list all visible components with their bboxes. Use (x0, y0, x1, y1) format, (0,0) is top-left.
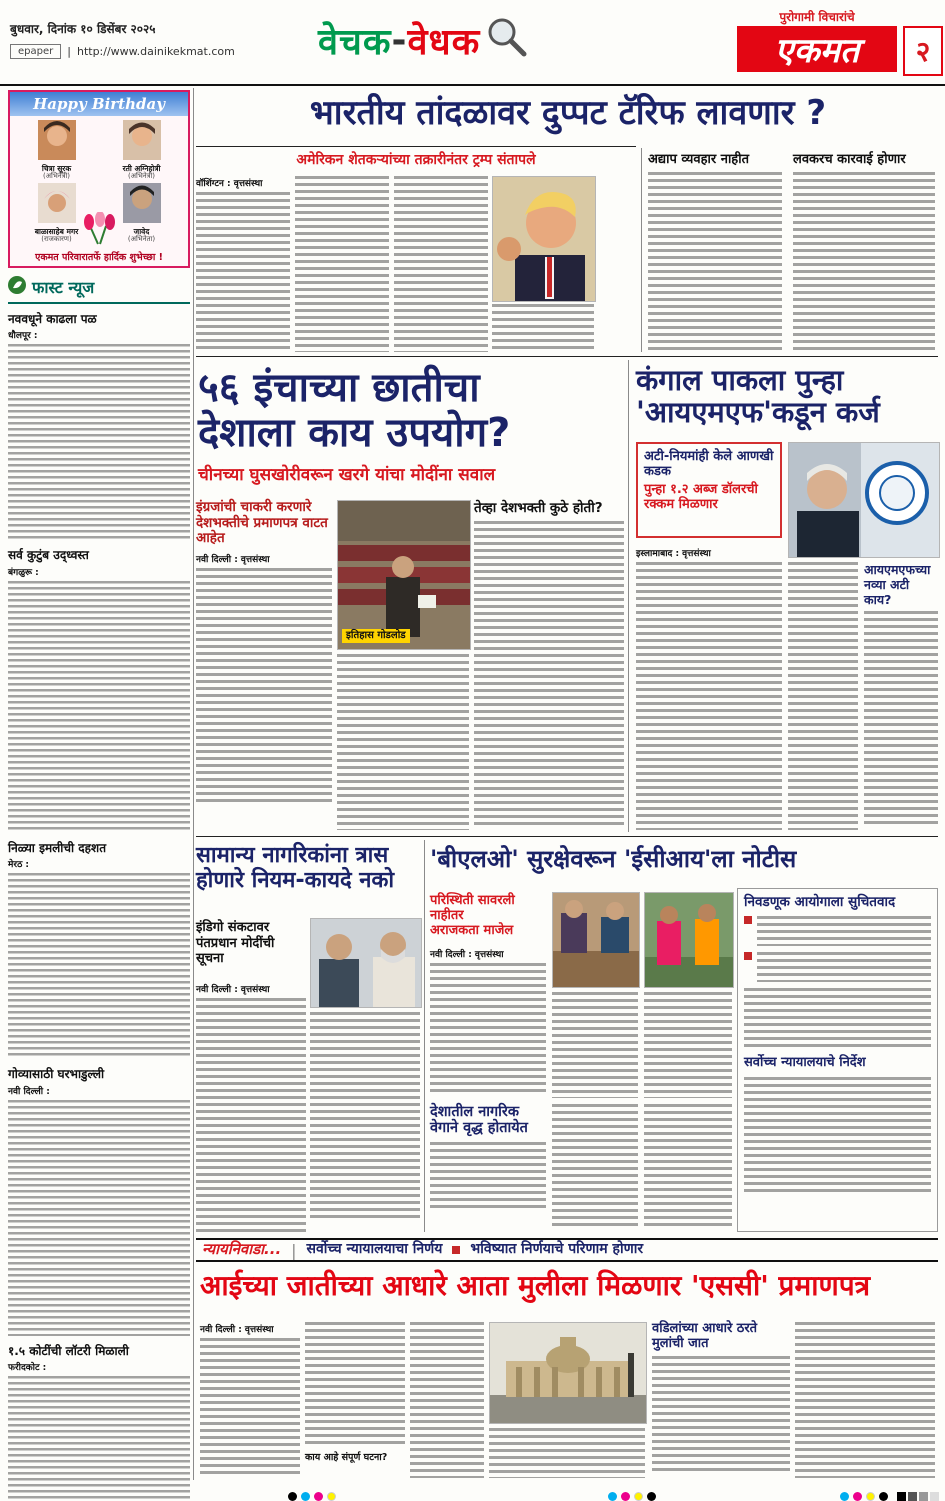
aging-subarticle (430, 1104, 546, 1208)
text-block (744, 1077, 931, 1195)
column-rule (641, 148, 642, 352)
text-block (196, 192, 290, 352)
article-column (196, 500, 332, 806)
dateline: बंगळुरू : (8, 567, 39, 578)
fast-news-headline: नववधूने काढला पळ (8, 312, 97, 326)
tariff-side-head-2: लवकरच कारवाई होणार (793, 152, 906, 167)
text-block (337, 654, 469, 830)
imf-box-line-2: पुन्हा १.२ अब्ज डॉलरची रक्कम मिळणार (644, 482, 758, 513)
leaf-icon (8, 276, 26, 298)
text-block (552, 992, 638, 1098)
ec-sub-head: सर्वोच्च न्यायालयाचे निर्देश (744, 1055, 866, 1071)
dateline: धौलपूर : (8, 331, 38, 342)
dateline: फरीदकोट : (8, 1362, 47, 1373)
text-block (305, 1322, 405, 1448)
strip-label: न्यायनिवाडा... (202, 1240, 282, 1259)
dateline: नवी दिल्ली : वृत्तसंस्था (196, 554, 270, 565)
article-column (864, 562, 938, 827)
birthday-person: चित्रा सूरक (अभिनेत्री) (16, 120, 97, 181)
bullet-square-icon (744, 916, 752, 924)
article-column (430, 894, 546, 1093)
fast-news-item[interactable] (8, 1067, 190, 1335)
birthday-box[interactable] (8, 90, 190, 268)
strip-mid: सर्वोच्च न्यायालयाचा निर्णय (306, 1241, 443, 1258)
parliament-photo[interactable] (337, 500, 471, 650)
magnifier-icon (484, 14, 528, 67)
article-column (652, 1322, 790, 1474)
text-block (295, 176, 389, 352)
cmyk-dots (288, 1486, 340, 1501)
text-block (648, 172, 782, 352)
text-block (430, 963, 546, 1093)
blo-office-photo[interactable] (552, 892, 640, 988)
text-block (196, 998, 306, 1234)
text-block (8, 873, 190, 1059)
text-block (652, 1356, 790, 1474)
tariff-side-head-1: अद्याप व्यवहार नाहीत (648, 152, 749, 167)
article-column (305, 1322, 405, 1463)
fast-news-section (8, 276, 190, 1501)
rules-subhead: इंडिगो संकटावर पंतप्रधान मोदींची सूचना (196, 920, 275, 967)
edition-date: बुधवार, दिनांक १० डिसेंबर २०२५ (10, 22, 156, 36)
portrait-photo (38, 145, 76, 164)
section-rule (196, 836, 938, 837)
blo-headline[interactable]: 'बीएलओ' सुरक्षेवरून 'ईसीआय'ला नोटीस (430, 845, 797, 873)
logo-part-2: वेधक (407, 22, 481, 63)
imf-highlight-box (636, 442, 782, 538)
text-block (636, 562, 782, 830)
logo-part-1: वेचक (318, 22, 392, 63)
text-block (795, 1322, 935, 1478)
judgement-strip (196, 1238, 938, 1262)
ec-box-head: निवडणूक आयोगाला सुचितवाद (744, 894, 896, 910)
fast-news-headline: सर्व कुटुंब उद्ध्वस्त (8, 548, 89, 563)
headline-line: ५६ इंचाच्या छातीचा (198, 365, 480, 411)
fast-news-headline: गोव्यासाठी घरभाडुल्ली (8, 1067, 105, 1082)
fast-news-item[interactable] (8, 548, 190, 832)
sc-inline-head: काय आहे संपूर्ण घटना? (305, 1452, 388, 1463)
text-block (644, 1104, 732, 1230)
portrait-photo (123, 145, 161, 164)
fast-news-title: फास्ट न्यूज (32, 278, 95, 297)
dateline: नवी दिल्ली : (8, 1086, 50, 1097)
sc-headline[interactable]: आईच्या जातीच्या आधारे आता मुलीला मिळणार 'एससी' प्रमाणपत्र (200, 1269, 871, 1302)
text-block (394, 176, 488, 352)
page-section-logo (318, 14, 528, 67)
text-block (310, 1012, 420, 1218)
text-block (489, 1428, 645, 1478)
tariff-headline[interactable]: भारतीय तांदळावर दुप्पट टॅरिफ लावणार ? (309, 93, 827, 133)
article-column (474, 500, 624, 827)
fast-news-item[interactable] (8, 1344, 190, 1501)
headline-line: कंगाल पाकला पुन्हा (636, 363, 844, 397)
text-block (864, 611, 938, 827)
fast-news-item[interactable] (8, 841, 190, 1059)
text-block (430, 1142, 546, 1208)
logo-separator: - (391, 20, 408, 61)
blo-field-photo[interactable] (644, 892, 734, 988)
article-column (636, 546, 782, 830)
brand-tagline: पुरोगामी विचारांचे (779, 10, 855, 24)
imf-photo[interactable] (788, 442, 940, 558)
article-column (196, 982, 306, 1234)
subhead-rule (196, 146, 636, 147)
site-url[interactable]: http://www.dainikekmat.com (76, 45, 235, 58)
text-block (196, 568, 332, 806)
article-column (200, 1322, 300, 1478)
text-block (8, 344, 190, 540)
text-block (410, 1322, 484, 1478)
aging-head: देशातील नागरिक वेगाने वृद्ध होतायेत (430, 1104, 528, 1137)
brand-name: एकमत (737, 26, 897, 72)
ec-advice-box (737, 888, 938, 1232)
text-block (200, 1338, 300, 1478)
fast-news-item[interactable] (8, 312, 190, 540)
headline-line: 'आयएमएफ'कडून कर्ज (636, 395, 880, 430)
text-block (744, 988, 931, 1048)
text-block (8, 1100, 190, 1336)
blo-red-line-1: परिस्थिती सावरली नाहीतर (430, 893, 515, 923)
tariff-subhead: अमेरिकन शेतकऱ्यांच्या तक्रारीनंतर ट्रम्प संतापले (296, 152, 536, 168)
strip-right: भविष्यात निर्णयाचे परिणाम होणार (470, 1241, 644, 1258)
divider-bar: | (67, 45, 71, 58)
chest-headline[interactable] (198, 366, 628, 456)
portrait-photo (123, 208, 161, 227)
dateline: मेरठ : (8, 860, 30, 871)
imf-box-line-1: अटी-नियमांही केले आणखी कडक (644, 449, 774, 479)
chest-left-head: इंग्रजांची चाकरी करणारे देशभक्तीचे प्रमाणपत्र वाटत आहेत (196, 499, 328, 547)
flower-bouquet-icon (76, 212, 122, 250)
blo-red-line-2: अराजकता माजेल (430, 922, 514, 938)
photo-caption: इतिहास गोडलोड (342, 629, 410, 643)
text-block (8, 1376, 190, 1501)
dateline: वॉशिंग्टन : वृत्तसंस्था (196, 179, 263, 189)
column-rule (424, 840, 425, 1232)
epaper-label[interactable]: epaper (10, 44, 61, 59)
text-block (474, 521, 624, 827)
birthday-person: रती अग्निहोत्री (अभिनेत्री) (101, 120, 182, 181)
text-block (788, 562, 858, 830)
birthday-title: Happy Birthday (10, 92, 188, 116)
bullet-square-icon (452, 1246, 460, 1254)
article-column (196, 176, 290, 352)
column-rule (628, 360, 629, 832)
imf-sub-head: आयएमएफच्या नव्या अटी काय? (864, 562, 931, 607)
portrait-photo (38, 208, 76, 227)
fast-news-headline: १.५ कोटींची लॉटरी मिळाली (8, 1343, 129, 1358)
text-block (644, 992, 732, 1098)
header-rule (0, 84, 945, 86)
print-registration-marks (0, 1485, 945, 1498)
cmyk-dots (840, 1486, 941, 1501)
sc-right-head: वडिलांच्या आधारे ठरते मुलांची जात (652, 1321, 758, 1351)
text-block (757, 952, 931, 982)
dateline: नवी दिल्ली : वृत्तसंस्था (430, 949, 504, 960)
cmyk-dots (608, 1486, 660, 1501)
rules-headline[interactable]: सामान्य नागरिकांना त्रास होणारे नियम-कायदे नको (196, 843, 395, 893)
text-block (793, 172, 935, 352)
dateline: नवी दिल्ली : वृत्तसंस्था (200, 1325, 274, 1335)
chest-subhead: चीनच्या घुसखोरीवरून खरगे यांचा मोदींना सवाल (198, 465, 496, 485)
section-rule (196, 356, 938, 357)
fast-news-headline: निळ्या इमलीची दहशत (8, 840, 107, 855)
text-block (8, 581, 190, 833)
headline-line: देशाला काय उपयोग? (198, 409, 511, 456)
dateline: नवी दिल्ली : वृत्तसंस्था (196, 985, 270, 995)
bullet-square-icon (744, 952, 752, 960)
birthday-person: जावेद (अभिनेता) (101, 183, 182, 244)
imf-headline[interactable] (636, 364, 938, 429)
chest-right-head: तेव्हा देशभक्ती कुठे होती? (474, 500, 603, 516)
dateline: इस्लामाबाद : वृत्तसंस्था (636, 549, 711, 559)
text-block (757, 916, 931, 946)
supreme-court-photo[interactable] (489, 1322, 647, 1424)
page-number: २ (903, 26, 943, 76)
birthday-wish: एकमत परिवारातर्फे हार्दिक शुभेच्छा ! (35, 252, 163, 263)
sidebar-divider (193, 88, 194, 1480)
modi-photo[interactable] (310, 918, 422, 1008)
trump-photo[interactable] (492, 176, 596, 302)
birthday-person: बाळासाहेब मगर (राजकारण) (16, 183, 97, 244)
text-block (552, 1104, 638, 1230)
divider-bar: | (291, 1240, 297, 1260)
text-block (492, 304, 594, 352)
